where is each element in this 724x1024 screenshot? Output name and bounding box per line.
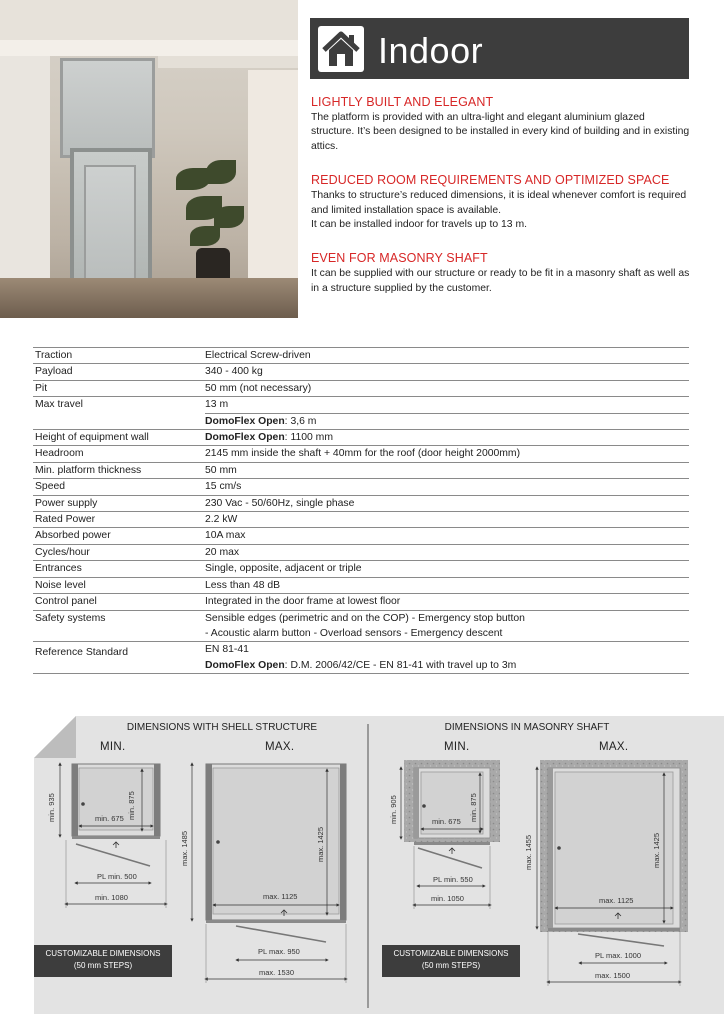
product-name: DomoFlex Open: [205, 432, 285, 444]
shell-heading: DIMENSIONS WITH SHELL STRUCTURE: [126, 722, 318, 733]
spec-key: Reference Standard: [35, 647, 128, 659]
masonry-max-drawing: [524, 760, 688, 986]
spec-key: Rated Power: [35, 514, 96, 526]
masonry-min-label: MIN.: [444, 741, 470, 753]
masonry-heading: DIMENSIONS IN MASONRY SHAFT: [444, 722, 610, 733]
spec-value: Electrical Screw-driven: [205, 350, 311, 361]
product-name: DomoFlex Open: [205, 659, 285, 671]
badge-line: (50 mm STEPS): [73, 961, 133, 970]
spec-key: Payload: [35, 366, 73, 378]
spec-value: 50 mm (not necessary): [205, 382, 312, 394]
spec-value: 20 max: [205, 546, 240, 558]
spec-key: Speed: [35, 481, 66, 493]
spec-key: Min. platform thickness: [35, 464, 142, 476]
masonry-min-w-inner: min. 675: [432, 817, 461, 826]
section-text: Thanks to structure’s reduced dimensions, it is ideal whenever comfort is required and limited installation space is available.: [311, 190, 687, 216]
spec-value: EN 81-41: [205, 644, 249, 656]
shell-max-h-inner: max. 1425: [316, 826, 325, 862]
shell-max-w-inner: max. 1125: [263, 892, 298, 901]
spec-key: Height of equipment wall: [35, 432, 149, 444]
spec-key: Max travel: [35, 399, 83, 411]
shell-min-h-outer: min. 935: [47, 793, 56, 822]
spec-value: 15 cm/s: [205, 481, 242, 493]
shell-min-pl: PL min. 500: [97, 872, 137, 881]
spec-key: Pit: [35, 382, 48, 394]
masonry-min-w-outer: min. 1050: [431, 894, 464, 903]
section-text: The platform is provided with an ultra-light and elegant aluminium glazed structure. It’s been designed to be installed in every kind of building and in existing attics.: [311, 112, 690, 152]
shell-min-label: MIN.: [100, 741, 126, 753]
shell-min-w-outer: min. 1080: [95, 893, 128, 902]
section-title: LIGHTLY BUILT AND ELEGANT: [311, 95, 494, 109]
spec-value: Single, opposite, adjacent or triple: [205, 563, 362, 575]
shell-max-drawing: [180, 764, 346, 983]
spec-value-text: : 3,6 m: [284, 415, 317, 427]
masonry-customizable-badge: [382, 945, 520, 977]
spec-value: 50 mm: [205, 464, 237, 476]
masonry-max-w-outer: max. 1500: [595, 971, 631, 980]
shell-max-h-outer: max. 1485: [180, 830, 189, 866]
shell-max-w-outer: max. 1530: [259, 968, 295, 977]
spec-key: Cycles/hour: [35, 546, 90, 558]
spec-value: 2.2 kW: [205, 514, 238, 526]
shell-min-w-inner: min. 675: [95, 814, 124, 823]
masonry-max-label: MAX.: [599, 741, 629, 753]
spec-value: 2145 mm inside the shaft + 40mm for the roof (door height 2000mm): [205, 448, 521, 460]
shell-max-pl: PL max. 950: [258, 947, 300, 956]
masonry-min-h-inner: min. 875: [469, 793, 478, 822]
masonry-max-w-inner: max. 1125: [599, 896, 634, 905]
masonry-max-h-outer: max. 1455: [524, 834, 533, 870]
spec-key: Entrances: [35, 563, 82, 575]
spec-value: 340 - 400 kg: [205, 366, 263, 378]
spec-value: 10A max: [205, 530, 246, 542]
spec-key: Headroom: [35, 448, 84, 460]
shell-min-drawing: [47, 764, 166, 908]
spec-key: Absorbed power: [35, 530, 111, 542]
masonry-max-h-inner: max. 1425: [652, 832, 661, 868]
spec-value-text: : 1100 mm: [284, 432, 333, 444]
spec-value: Integrated in the door frame at lowest floor: [205, 596, 401, 608]
spec-key: Noise level: [35, 579, 86, 591]
spec-value: - Acoustic alarm button - Overload sensors - Emergency descent: [205, 627, 503, 639]
section-title: EVEN FOR MASONRY SHAFT: [311, 251, 488, 266]
badge-line: CUSTOMIZABLE DIMENSIONS: [45, 949, 161, 958]
spec-key: Control panel: [35, 596, 97, 608]
page-title: Indoor: [378, 30, 484, 71]
shell-customizable-badge: [34, 945, 172, 977]
spec-value: 13 m: [205, 399, 229, 411]
masonry-max-pl: PL max. 1000: [595, 951, 641, 960]
shell-min-h-inner: min. 875: [127, 791, 136, 820]
section-text: It can be supplied with our structure or ready to be fit in a masonry shaft as well as in a structure supplied by the customer.: [311, 268, 690, 294]
section-title: REDUCED ROOM REQUIREMENTS AND OPTIMIZED SPACE: [311, 173, 670, 188]
masonry-min-pl: PL min. 550: [433, 875, 473, 884]
spec-value-text: : D.M. 2006/42/CE - EN 81-41 with travel up to 3m: [284, 659, 517, 671]
product-name: DomoFlex Open: [205, 415, 285, 427]
spec-key: Safety systems: [35, 612, 106, 624]
spec-value: Sensible edges (perimetric and on the COP) - Emergency stop button: [205, 612, 525, 624]
spec-value: 230 Vac - 50/60Hz, single phase: [205, 497, 355, 509]
badge-line: (50 mm STEPS): [421, 961, 481, 970]
masonry-min-h-outer: min. 905: [389, 795, 398, 824]
badge-line: CUSTOMIZABLE DIMENSIONS: [393, 949, 509, 958]
spec-value: Less than 48 dB: [205, 579, 281, 591]
shell-max-label: MAX.: [265, 741, 295, 753]
section-text: It can be installed indoor for travels up to 13 m.: [311, 219, 528, 231]
masonry-min-drawing: [389, 760, 500, 909]
spec-key: Traction: [35, 350, 73, 361]
spec-key: Power supply: [35, 497, 98, 509]
